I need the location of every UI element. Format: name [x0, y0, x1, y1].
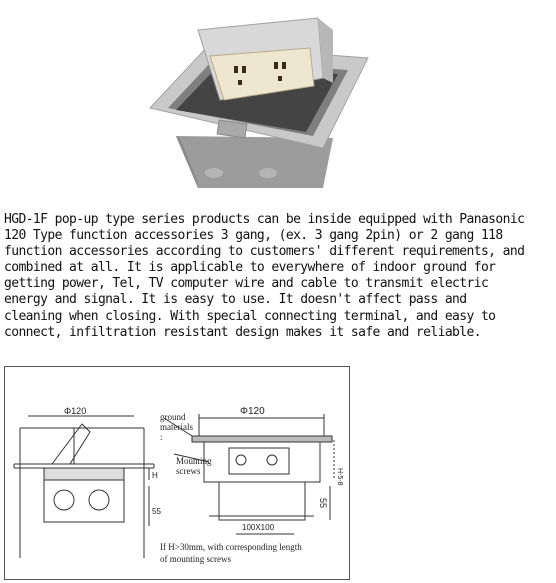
socket-pin: [242, 66, 246, 73]
mounting-label-1: Mounting: [176, 456, 212, 466]
mounting-label-2: screws: [176, 466, 201, 476]
base-size-label: 100X100: [242, 523, 275, 532]
left-h-label: H: [152, 471, 158, 480]
ground-label-2: materials: [160, 422, 193, 432]
note-line-1: If H>30mm, with corresponding length: [160, 542, 302, 552]
socket-pin: [278, 76, 282, 81]
socket-pin: [274, 62, 278, 69]
knockout-hole: [205, 168, 223, 178]
left-width-label: Φ120: [64, 406, 87, 416]
product-photo: [128, 8, 378, 208]
left-depth-label: 55: [152, 507, 161, 516]
h-dim-label: H-5-8: [336, 468, 343, 486]
right-width-label: Φ120: [240, 406, 265, 417]
socket-pin: [282, 62, 286, 69]
ground-colon: :: [160, 432, 163, 442]
socket-pin: [238, 80, 242, 85]
knockout-hole: [259, 168, 277, 178]
ground-label-1: ground: [160, 412, 186, 422]
note-line-2: of mounting screws: [160, 554, 231, 564]
product-description: HGD-1F pop-up type series products can be inside equipped with Panasonic 120 Type function accessories 3 gang, (ex. 3 gang 2pin) or 2 gang 118 function accessories according to customers' different requirements, and combined at all. It is applicable to everywhere of indoor ground for getting power, Tel, TV computer wire and cable to transmit electric energy and signal. It is easy to use. It doesn't affect pass and cleaning when closing. With special connecting terminal, and easy to connect, infiltration resistant design makes it safe and reliable.: [4, 212, 525, 340]
socket-pin: [234, 66, 238, 73]
right-depth-label: 55: [318, 498, 328, 509]
technical-drawing: [4, 366, 350, 580]
